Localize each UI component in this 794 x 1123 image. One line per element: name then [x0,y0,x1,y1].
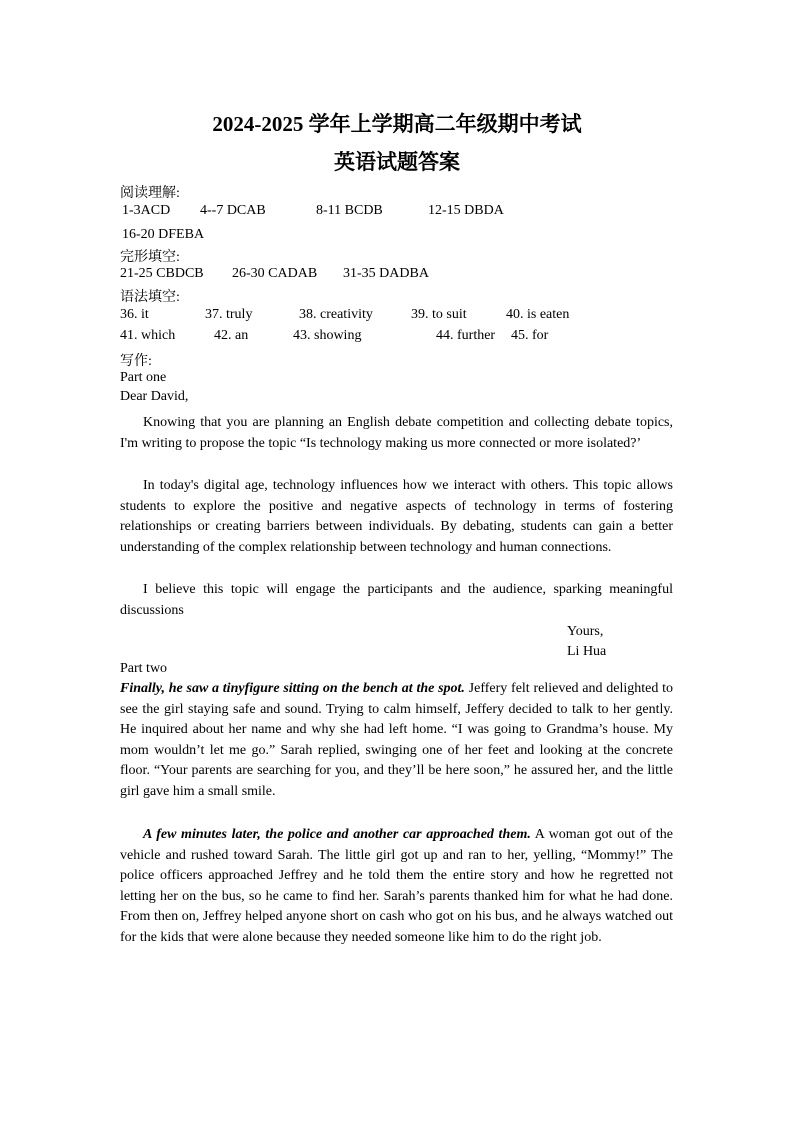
story-lead-sentence: A few minutes later, the police and another car approached them. [143,827,531,842]
answer-group: 21-25 CBDCB [120,266,204,281]
letter-closing: Yours, [567,624,604,639]
answer-item: 43. showing [293,328,362,343]
reading-heading: 阅读理解: [120,186,180,201]
cloze-heading: 完形填空: [120,250,180,265]
story-body-text: A woman got out of the vehicle and rushed toward Sarah. The little girl got up and ran to her, yelling, “Mommy!” The police officers approached Jeffrey and he told them the entire story and how he regretted not letting her on the bus, so he came to find her. Sarah’s parents thanked him for what he had done. From then on, Jeffrey helped anyone short on cash who got on his bus, and he always watched out for the kids that were alone because they needed someone like him to do the right job. [120,827,673,945]
answer-group: 8-11 BCDB [316,203,383,218]
letter-paragraph: Knowing that you are planning an English debate competition and collecting debate topics, I'm writing to propose the topic “Is technology making us more connected or more isolated?’ [120,415,673,451]
answer-item: 42. an [214,328,249,343]
grammar-heading: 语法填空: [120,290,180,305]
story-paragraph [120,825,673,948]
part-one-label: Part one [120,370,167,385]
story-body-text: Jeffery felt relieved and delighted to see the girl staying safe and sound. Trying to calm himself, Jeffery decided to talk to her gently. He inquired about her name and why she had left home. “I was going to Grandma’s house. My mom wouldn’t let me go.” Sarah replied, swinging one of her feet and looking at the concrete floor. “Your parents are searching for you, and they’ll be here soon,” he assured her, and the little girl gave him a small smile. [120,681,673,799]
answer-item: 36. it [120,307,149,322]
story-lead-sentence: Finally, he saw a tinyfigure sitting on the bench at the spot. [120,681,465,696]
page-title: 2024-2025 学年上学期高二年级期中考试 [212,112,582,136]
answer-group: 26-30 CADAB [232,266,318,281]
answer-item: 38. creativity [299,307,373,322]
letter-salutation: Dear David, [120,389,189,404]
letter-signature: Li Hua [567,644,607,659]
answer-group: 12-15 DBDA [428,203,504,218]
answer-group: 31-35 DADBA [343,266,429,281]
answer-item: 37. truly [205,307,253,322]
letter-paragraph: I believe this topic will engage the participants and the audience, sparking meaningful discussions [120,582,673,618]
letter-paragraph: In today's digital age, technology influences how we interact with others. This topic allows students to explore the positive and negative aspects of technology in terms of fostering relationships or creating barriers between individuals. By debating, students can gain a better understanding of the complex relationship between technology and human connections. [120,478,673,555]
answer-group: 1-3ACD [122,203,171,218]
answer-item: 41. which [120,328,176,343]
reading-answers-row-2: 16-20 DFEBA [122,227,205,242]
answer-item: 40. is eaten [506,307,570,322]
part-two-label: Part two [120,661,168,676]
page-subtitle: 英语试题答案 [334,150,460,174]
answer-item: 45. for [511,328,549,343]
answer-item: 44. further [436,328,496,343]
story-paragraph [120,679,673,802]
writing-heading: 写作: [120,354,152,369]
answer-group: 4--7 DCAB [200,203,266,218]
answer-item: 39. to suit [411,307,467,322]
